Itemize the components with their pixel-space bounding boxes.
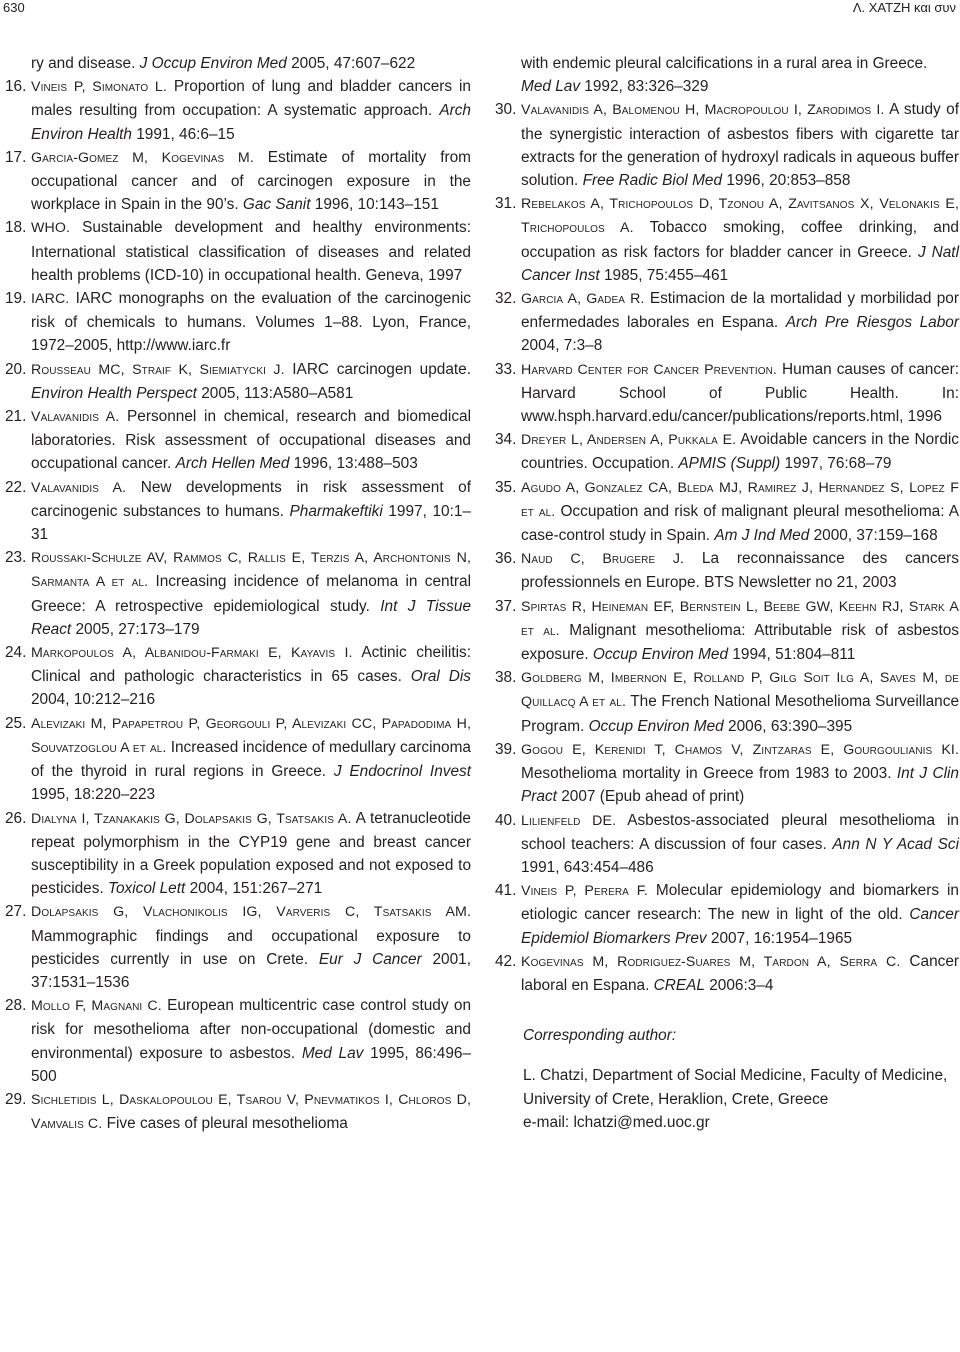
reference-details: 1991, 46:6–15 bbox=[131, 125, 235, 143]
reference-item bbox=[495, 98, 959, 192]
reference-number: 42. bbox=[495, 952, 517, 970]
reference-details: 1985, 75:455–461 bbox=[599, 266, 729, 284]
reference-authors: Vineis P, Simonato L. bbox=[31, 79, 167, 96]
reference-title: Molecular epidemiology and biomarkers in etiologic cancer research: The new in light of the old. bbox=[521, 882, 959, 924]
reference-journal: Int J Clin Pract bbox=[521, 765, 959, 806]
reference-journal: Arch Environ Health bbox=[31, 102, 471, 143]
reference-title: Estimate of mortality from occupational cancer and of carcinogen exposure in the workplace in Spain in the 90’s. bbox=[31, 148, 471, 214]
reference-authors: Valavanidis A. bbox=[31, 409, 120, 426]
reference-details: 2004, 7:3–8 bbox=[521, 337, 603, 355]
reference-authors: Gogou E, Kerenidi T, Chamos V, Zintzaras E, Gourgoulianis KI. bbox=[521, 741, 959, 758]
reference-details: 1995, 18:220–223 bbox=[31, 786, 156, 804]
reference-journal: Environ Health Perspect bbox=[31, 384, 197, 402]
reference-text bbox=[31, 75, 471, 146]
reference-item bbox=[495, 809, 959, 880]
reference-title: Increasing incidence of melanoma in central Greece: A retrospective epidemiological study. bbox=[31, 573, 471, 615]
reference-title: Sustainable development and healthy environments: International statistical classification of diseases and related health problems (ICD-10) in occupational health. Geneva, 1997 bbox=[31, 219, 471, 284]
reference-title: The French National Mesothelioma Surveillance Program. bbox=[521, 693, 959, 735]
reference-item bbox=[5, 358, 471, 405]
reference-authors: Kogevinas M, Rodriguez-Suares M, Tardon A, Serra C. bbox=[521, 953, 901, 970]
reference-title: Tobacco smoking, coffee drinking, and occupation as risk factors for bladder cancer in Greece. bbox=[521, 219, 959, 261]
reference-journal: Arch Hellen Med bbox=[175, 455, 290, 473]
reference-title: IARC monographs on the evaluation of the carcinogenic risk of chemicals to humans. Volumes 1–88. Lyon, France, 1972–2005, http://www.iarc.fr bbox=[31, 290, 471, 355]
reference-text bbox=[521, 950, 959, 997]
reference-number: 32. bbox=[495, 290, 517, 308]
reference-title: Malignant mesothelioma: Attributable risk of asbestos exposure. bbox=[521, 621, 959, 664]
reference-list-right bbox=[495, 98, 959, 997]
reference-authors: Rousseau MC, Straif K, Siemiatycki J. bbox=[31, 361, 285, 378]
reference-journal: J Endocrinol Invest bbox=[333, 763, 471, 781]
reference-item bbox=[5, 641, 471, 712]
reference-item bbox=[5, 476, 471, 547]
reference-item bbox=[5, 546, 471, 641]
reference-text bbox=[521, 547, 959, 594]
right-column bbox=[495, 52, 959, 1134]
reference-journal: Med Lav bbox=[301, 1044, 364, 1062]
reference-details: 2006:3–4 bbox=[704, 976, 774, 994]
reference-number: 27. bbox=[5, 903, 27, 921]
reference-number: 40. bbox=[495, 811, 517, 829]
reference-authors: Lilienfeld DE. bbox=[521, 812, 617, 829]
reference-title: Mesothelioma mortality in Greece from 1983 to 2003. bbox=[521, 765, 897, 783]
reference-item bbox=[495, 192, 959, 287]
reference-item bbox=[5, 712, 471, 807]
reference-details: 1996, 10:143–151 bbox=[310, 196, 439, 214]
reference-text bbox=[31, 1088, 471, 1136]
reference-journal: Ann N Y Acad Sci bbox=[832, 835, 959, 853]
reference-text bbox=[31, 287, 471, 358]
reference-number: 22. bbox=[5, 478, 27, 496]
corresponding-author-email: e-mail: lchatzi@med.uoc.gr bbox=[523, 1113, 710, 1131]
reference-text bbox=[31, 994, 471, 1088]
reference-item bbox=[5, 216, 471, 287]
reference-number: 19. bbox=[5, 290, 27, 308]
reference-details: 2005, 113:A580–A581 bbox=[196, 384, 354, 402]
reference-title: Occupation and risk of malignant pleural mesothelioma: A case-control study in Spain. bbox=[521, 502, 959, 545]
reference-title: A study of the synergistic interaction of asbestos fibers with cigarette tar extracts for the generation of hydroxyl radicals in aqueous buffer solution. bbox=[521, 101, 960, 190]
reference-number: 38. bbox=[495, 669, 517, 687]
reference-text bbox=[521, 358, 959, 429]
reference-authors: Naud C, Brugere J. bbox=[521, 551, 685, 568]
reference-authors: WHO. bbox=[31, 220, 71, 237]
reference-authors: Agudo A, Gonzalez CA, Bleda MJ, Ramirez J, Hernandez S, Lopez F et al. bbox=[521, 479, 959, 520]
reference-authors: IARC. bbox=[31, 291, 70, 308]
reference-number: 20. bbox=[5, 360, 27, 378]
reference-details: 1997, 10:1–31 bbox=[31, 502, 471, 544]
reference-number: 16. bbox=[5, 78, 27, 96]
reference-title: Proportion of lung and bladder cancers in males resulting from occupation: A systematic approach. bbox=[31, 78, 471, 120]
reference-text bbox=[521, 428, 959, 475]
reference-number: 24. bbox=[5, 644, 27, 662]
corresponding-author-address: L. Chatzi, Department of Social Medicine, Faculty of Medicine, University of Crete, Heraklion, Crete, Greece bbox=[523, 1067, 948, 1108]
reference-number: 31. bbox=[495, 195, 517, 213]
reference-title: New developments in risk assessment of carcinogenic substances to humans. bbox=[31, 478, 471, 520]
reference-journal: Cancer Epidemiol Biomarkers Prev bbox=[521, 906, 959, 947]
reference-text bbox=[521, 809, 959, 880]
reference-title: Personnel in chemical, research and biomedical laboratories. Risk assessment of occupational diseases and occupational cancer. bbox=[31, 408, 471, 473]
running-title: Λ. ΧΑΤΖΗ και συν bbox=[852, 0, 956, 15]
reference-item bbox=[495, 428, 959, 475]
reference-authors: Garcia-Gomez M, Kogevinas M. bbox=[31, 149, 254, 166]
reference-details: 2004, 151:267–271 bbox=[185, 880, 323, 898]
reference-item bbox=[5, 807, 471, 901]
reference-title: Cancer laboral en Espana. bbox=[521, 952, 960, 994]
reference-details: 1994, 51:804–811 bbox=[728, 646, 856, 664]
reference-number: 29. bbox=[5, 1090, 27, 1108]
reference-title: La reconnaissance des cancers professionnels en Europe. BTS Newsletter no 21, 2003 bbox=[521, 550, 959, 592]
reference-item bbox=[495, 476, 959, 548]
page-number: 630 bbox=[3, 0, 25, 15]
reference-title: Asbestos-associated pleural mesothelioma in school teachers: A discussion of four cases. bbox=[521, 811, 959, 853]
reference-details: 1996, 13:488–503 bbox=[289, 455, 418, 473]
reference-list-left bbox=[5, 75, 471, 1136]
reference-authors: Vineis P, Perera F. bbox=[521, 883, 648, 900]
reference-authors: Dolapsakis G, Vlachonikolis IG, Varveris C, Tsatsakis AM. bbox=[31, 904, 471, 921]
reference-details: 1995, 86:496–500 bbox=[31, 1044, 472, 1085]
reference-text bbox=[521, 595, 959, 667]
page-header bbox=[0, 0, 960, 20]
reference-authors: Garcia A, Gadea R. bbox=[521, 291, 645, 308]
reference-details: 1997, 76:68–79 bbox=[780, 455, 892, 473]
reference-authors: Dialyna I, Tzanakakis G, Dolapsakis G, Tsatsakis A. bbox=[31, 810, 352, 827]
reference-journal: Gac Sanit bbox=[242, 196, 311, 214]
reference-authors: Goldberg M, Imbernon E, Rolland P, Gilg Soit Ilg A, Saves M, de Quillacq A et al. bbox=[521, 670, 959, 711]
reference-authors: Valavanidis A, Balomenou H, Macropoulou I, Zarodimos I. bbox=[521, 102, 885, 119]
reference-journal: CREAL bbox=[653, 976, 705, 994]
reference-journal: J Natl Cancer Inst bbox=[521, 243, 960, 284]
reference-journal: Toxicol Lett bbox=[108, 880, 186, 898]
continued-reference: ry and disease. J Occup Environ Med 2005, 47:607–622 bbox=[31, 55, 416, 72]
reference-number: 21. bbox=[5, 408, 27, 426]
reference-details: 2006, 63:390–395 bbox=[723, 717, 853, 735]
reference-authors: Valavanidis A. bbox=[31, 479, 127, 496]
reference-text bbox=[31, 641, 471, 712]
reference-authors: Markopoulos A, Albanidou-Farmaki E, Kayavis I. bbox=[31, 645, 353, 662]
reference-number: 41. bbox=[495, 882, 517, 900]
reference-details: 2007, 16:1954–1965 bbox=[706, 929, 853, 947]
reference-item bbox=[495, 547, 959, 594]
reference-details: 2004, 10:212–216 bbox=[31, 691, 156, 709]
reference-item bbox=[5, 994, 471, 1088]
reference-number: 18. bbox=[5, 219, 27, 237]
continued-reference: with endemic pleural calcifications in a rural area in Greece. Med Lav 1992, 83:326–329 bbox=[521, 55, 928, 96]
corresponding-author-label: Corresponding author: bbox=[523, 1027, 677, 1045]
reference-authors: Alevizaki M, Papapetrou P, Georgouli P, Alevizaki CC, Papadodima H, Souvatzoglou A et al. bbox=[31, 715, 471, 756]
reference-text bbox=[31, 358, 471, 405]
reference-journal: Arch Pre Riesgos Labor bbox=[785, 314, 959, 332]
reference-text bbox=[31, 712, 471, 807]
reference-authors: Dreyer L, Andersen A, Pukkala E. bbox=[521, 432, 737, 449]
reference-number: 37. bbox=[495, 597, 517, 615]
reference-journal: Occup Environ Med bbox=[588, 717, 724, 735]
reference-text bbox=[521, 738, 959, 809]
reference-authors: Mollo F, Magnani C. bbox=[31, 998, 162, 1015]
reference-number: 35. bbox=[495, 478, 517, 496]
reference-journal: Oral Dis bbox=[410, 668, 471, 686]
left-column bbox=[5, 52, 471, 1136]
reference-item bbox=[5, 405, 471, 476]
reference-authors: Roussaki-Schulze AV, Rammos C, Rallis E, Terzis A, Archontonis N, Sarmanta A et al. bbox=[31, 550, 471, 591]
reference-item bbox=[5, 1088, 471, 1136]
reference-text bbox=[521, 879, 959, 950]
reference-details: 1996, 20:853–858 bbox=[722, 172, 851, 190]
reference-number: 26. bbox=[5, 809, 27, 827]
reference-authors: Rebelakos A, Trichopoulos D, Tzonou A, Zavitsanos X, Velonakis E, Trichopoulos A. bbox=[521, 196, 959, 237]
reference-journal: Free Radic Biol Med bbox=[582, 172, 723, 190]
reference-title: Mammographic findings and occupational exposure to pesticides currently in use on Crete. bbox=[31, 927, 471, 968]
reference-title: Estimacion de la mortalidad y morbilidad por enfermedades laborales en Espana. bbox=[521, 290, 959, 332]
reference-text bbox=[31, 146, 471, 217]
reference-item bbox=[5, 146, 471, 217]
reference-text bbox=[521, 666, 959, 738]
reference-authors: Spirtas R, Heineman EF, Bernstein L, Beebe GW, Keehn RJ, Stark A et al. bbox=[521, 598, 959, 639]
reference-item bbox=[495, 950, 959, 997]
reference-number: 34. bbox=[495, 431, 517, 449]
reference-item bbox=[5, 287, 471, 358]
reference-details: 2005, 27:173–179 bbox=[71, 620, 200, 638]
reference-number: 36. bbox=[495, 550, 517, 568]
reference-item bbox=[495, 666, 959, 738]
reference-text bbox=[31, 216, 471, 287]
reference-item bbox=[495, 358, 959, 429]
reference-journal: Am J Ind Med bbox=[714, 527, 810, 545]
reference-title: Human causes of cancer: Harvard School of Public Health. In: www.hsph.harvard.edu/cancer/publications/reports.html, 1996 bbox=[521, 360, 959, 426]
reference-number: 30. bbox=[495, 101, 517, 119]
reference-number: 25. bbox=[5, 714, 27, 732]
reference-text bbox=[31, 546, 471, 641]
reference-item bbox=[495, 287, 959, 358]
reference-title: Actinic cheilitis: Clinical and pathologic characteristics in 65 cases. bbox=[31, 644, 471, 686]
reference-item bbox=[5, 75, 471, 146]
reference-number: 33. bbox=[495, 360, 517, 378]
reference-text bbox=[31, 900, 471, 994]
reference-item bbox=[495, 879, 959, 950]
reference-details: 2000, 37:159–168 bbox=[809, 527, 938, 545]
reference-item bbox=[495, 595, 959, 667]
reference-text bbox=[31, 476, 471, 547]
reference-title: Five cases of pleural mesothelioma bbox=[102, 1115, 348, 1133]
reference-title: European multicentric case control study on risk for mesothelioma after non-occupational (domestic and environmental) exposure to asbestos. bbox=[31, 997, 471, 1062]
reference-number: 28. bbox=[5, 997, 27, 1015]
reference-title: A tetranucleotide repeat polymorphism in the CYP19 gene and breast cancer susceptibility in a Greek population exposed and not exposed to pesticides. bbox=[31, 809, 471, 898]
reference-journal: Int J Tissue React bbox=[31, 597, 471, 638]
reference-number: 17. bbox=[5, 148, 27, 166]
reference-item bbox=[495, 738, 959, 809]
reference-journal: Pharmakeftiki bbox=[289, 502, 383, 520]
reference-title: IARC carcinogen update. bbox=[284, 360, 471, 378]
reference-item bbox=[5, 900, 471, 994]
reference-details: 1991, 643:454–486 bbox=[521, 858, 654, 876]
reference-number: 39. bbox=[495, 740, 517, 758]
reference-details: 2001, 37:1531–1536 bbox=[31, 950, 472, 991]
reference-text bbox=[31, 807, 471, 901]
reference-text bbox=[31, 405, 471, 476]
reference-text bbox=[521, 192, 959, 287]
reference-text bbox=[521, 98, 959, 192]
reference-title: Avoidable cancers in the Nordic countries. Occupation. bbox=[521, 431, 959, 473]
reference-authors: Harvard Center for Cancer Prevention. bbox=[521, 361, 777, 378]
reference-text bbox=[521, 287, 959, 358]
reference-journal: Occup Environ Med bbox=[592, 646, 729, 664]
reference-journal: APMIS (Suppl) bbox=[678, 455, 781, 473]
reference-number: 23. bbox=[5, 549, 27, 567]
reference-title: Increased incidence of medullary carcinoma of the thyroid in rural regions in Greece. bbox=[31, 738, 471, 781]
reference-details: 2007 (Epub ahead of print) bbox=[556, 788, 745, 806]
reference-authors: Sichletidis L, Daskalopoulou E, Tsarou V, Pnevmatikos I, Chloros D, Vamvalis C. bbox=[31, 1091, 471, 1133]
reference-journal: Eur J Cancer bbox=[318, 950, 422, 968]
reference-text bbox=[521, 476, 959, 548]
